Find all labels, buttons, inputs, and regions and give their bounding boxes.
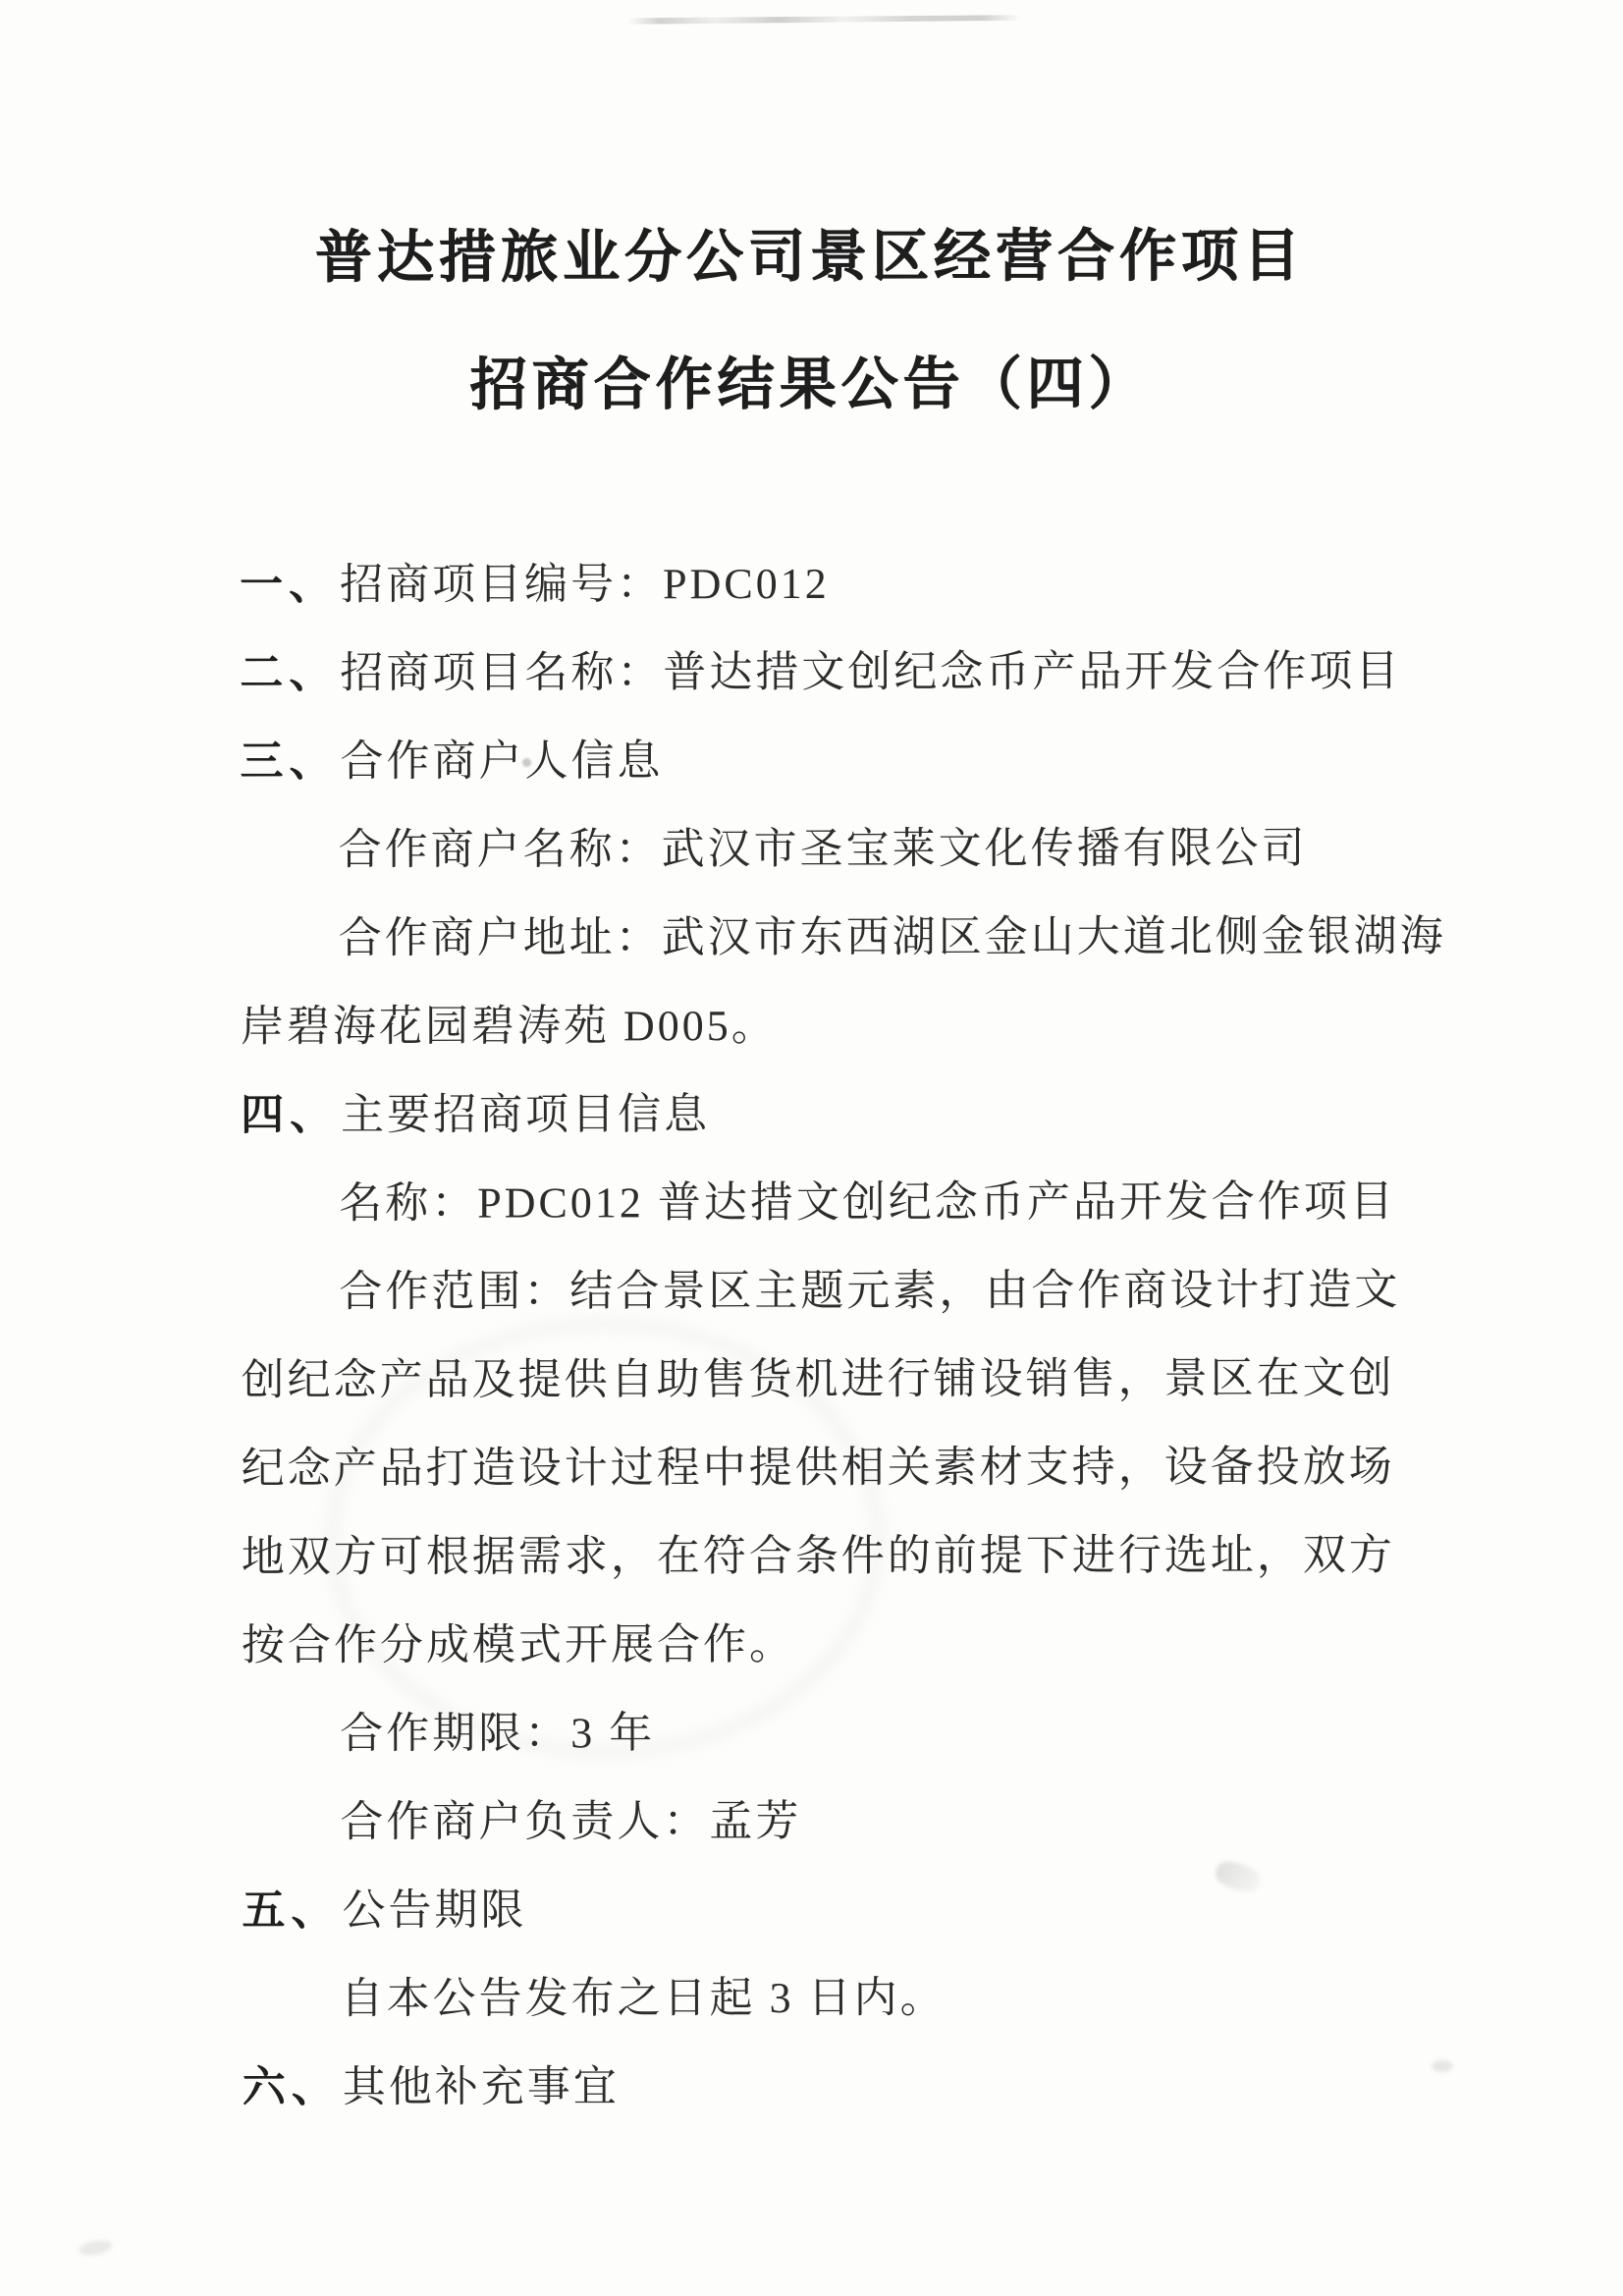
doc-line-scope-1 bbox=[241, 1246, 1505, 1337]
document-title-line1: 普达措旅业分公司景区经营合作项目 bbox=[314, 224, 1306, 290]
section-marker: 一、 bbox=[240, 560, 339, 610]
doc-line-text: 名称：PDC012 普达措文创纪念币产品开发合作项目 bbox=[339, 1176, 1396, 1228]
doc-line-text: 纪念产品打造设计过程中提供相关素材支持，设备投放场 bbox=[241, 1442, 1395, 1494]
doc-line-section-1 bbox=[240, 539, 1504, 629]
doc-line-responsible-person bbox=[242, 1777, 1506, 1867]
doc-line-scope-4 bbox=[242, 1511, 1506, 1602]
section-marker: 五、 bbox=[242, 1886, 341, 1936]
doc-line-text: 合作商户地址：武汉市东西湖区金山大道北侧金银湖海 bbox=[338, 911, 1446, 962]
doc-line-section-4 bbox=[241, 1069, 1505, 1160]
doc-line-scope-5 bbox=[242, 1600, 1506, 1690]
doc-line-text: 其他补充事宜 bbox=[342, 2062, 620, 2111]
section-marker: 六、 bbox=[242, 2062, 341, 2112]
section-marker: 四、 bbox=[241, 1090, 340, 1140]
doc-line-text: 创纪念产品及提供自助售货机进行铺设销售，景区在文创 bbox=[241, 1353, 1395, 1405]
doc-line-text: 按合作分成模式开展合作。 bbox=[241, 1620, 796, 1670]
doc-line-text: 自本公告发布之日起 3 日内。 bbox=[340, 1973, 947, 2023]
document-title-line2: 招商合作结果公告（四） bbox=[469, 352, 1151, 417]
doc-line-merchant-name bbox=[241, 804, 1505, 895]
section-marker: 三、 bbox=[240, 737, 339, 787]
section-marker: 二、 bbox=[240, 648, 339, 698]
doc-line-merchant-address bbox=[241, 893, 1505, 983]
document-body bbox=[0, 539, 1623, 2133]
doc-line-text: 合作商户名称：武汉市圣宝莱文化传播有限公司 bbox=[338, 824, 1308, 874]
doc-line-section-3 bbox=[240, 716, 1504, 806]
doc-line-text: 地双方可根据需求，在符合条件的前提下进行选址，双方 bbox=[241, 1530, 1395, 1582]
doc-line-scope-2 bbox=[241, 1335, 1505, 1425]
doc-line-section-6 bbox=[243, 2042, 1507, 2132]
doc-line-text: 合作范围：结合景区主题元素，由合作商设计打造文 bbox=[339, 1265, 1401, 1316]
doc-line-announcement-period bbox=[243, 1953, 1507, 2044]
scan-artifact-speck bbox=[78, 2238, 113, 2258]
doc-line-text: 合作商户人信息 bbox=[340, 737, 664, 786]
doc-line-text: 招商项目名称：普达措文创纪念币产品开发合作项目 bbox=[340, 646, 1402, 697]
doc-line-project-name bbox=[241, 1158, 1505, 1248]
doc-line-section-2 bbox=[240, 628, 1504, 718]
doc-line-merchant-address-cont bbox=[241, 981, 1505, 1071]
doc-line-text: 合作商户负责人：孟芳 bbox=[340, 1797, 802, 1846]
doc-line-duration bbox=[242, 1688, 1506, 1778]
doc-line-text: 招商项目编号：PDC012 bbox=[340, 559, 830, 609]
document-title bbox=[0, 0, 1622, 425]
doc-line-section-5 bbox=[242, 1865, 1506, 1955]
doc-line-text: 岸碧海花园碧涛苑 D005。 bbox=[240, 1002, 778, 1052]
doc-line-text: 主要招商项目信息 bbox=[341, 1090, 711, 1139]
doc-line-text: 公告期限 bbox=[342, 1886, 527, 1935]
doc-line-scope-3 bbox=[242, 1423, 1506, 1513]
doc-line-text: 合作期限：3 年 bbox=[340, 1709, 656, 1758]
